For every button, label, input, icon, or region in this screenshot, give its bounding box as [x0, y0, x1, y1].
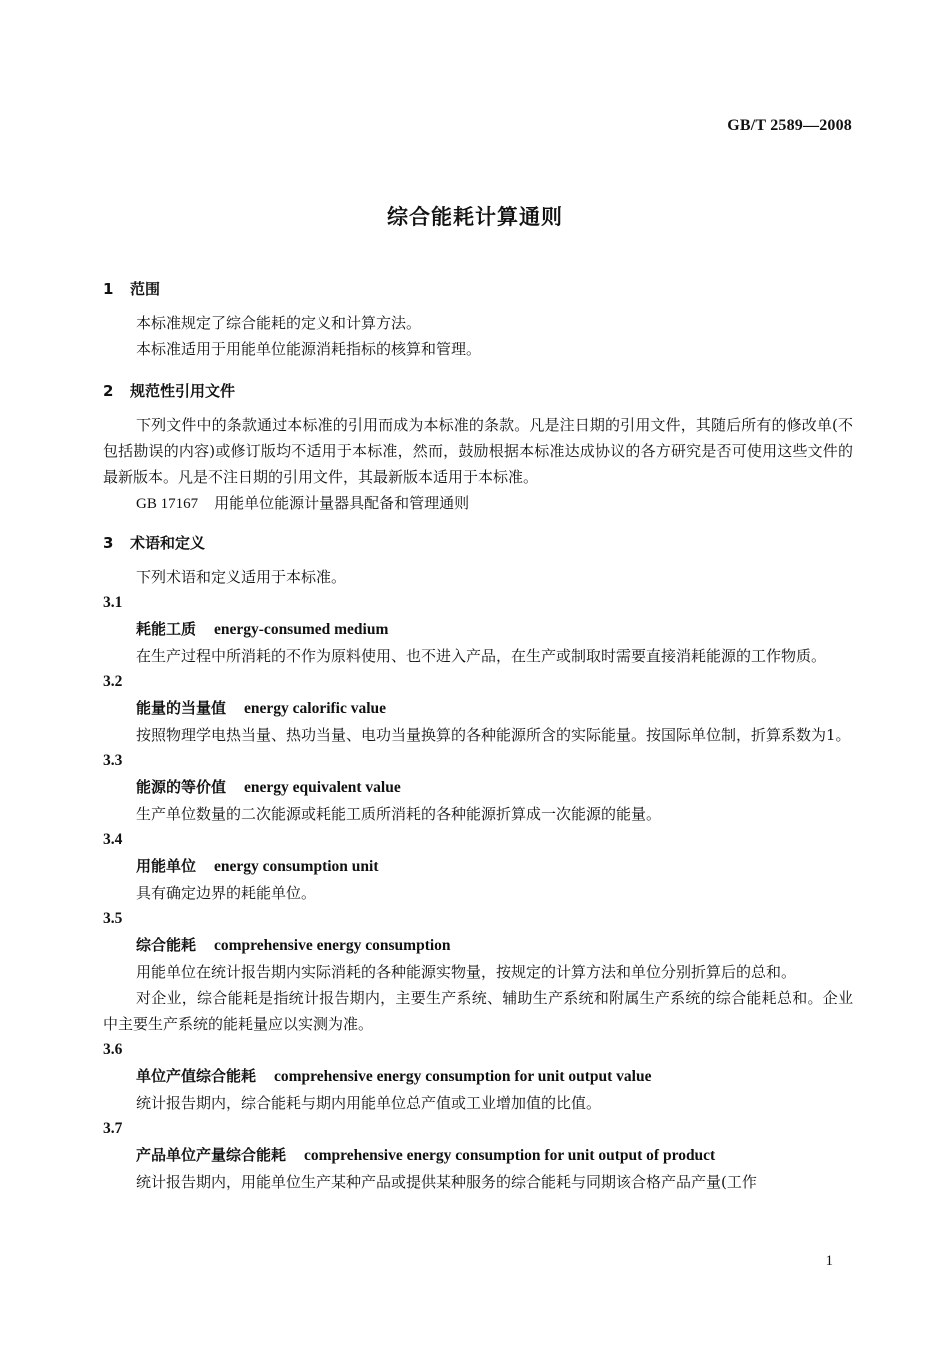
- term-en: energy equivalent value: [244, 779, 401, 796]
- section-number: 2: [103, 382, 114, 400]
- term-heading: [103, 774, 853, 801]
- term-zh: 单位产值综合能耗: [136, 1067, 257, 1085]
- term-definition: 具有确定边界的耗能单位。: [136, 884, 317, 902]
- reference-code: GB 17167: [136, 496, 199, 512]
- term-definition: 对企业，综合能耗是指统计报告期内，主要生产系统、辅助生产系统和附属生产系统的综合能耗总和。企业中主要生产系统的能耗量应以实测为准。: [103, 989, 853, 1033]
- term-definition: 统计报告期内，用能单位生产某种产品或提供某种服务的综合能耗与同期该合格产品产量(工作: [136, 1173, 757, 1191]
- term-zh: 能量的当量值: [136, 699, 227, 717]
- term-zh: 产品单位产量综合能耗: [136, 1146, 287, 1164]
- term-definition: 用能单位在统计报告期内实际消耗的各种能源实物量，按规定的计算方法和单位分别折算后的总和。: [136, 963, 797, 981]
- term-zh: 用能单位: [136, 857, 197, 875]
- standard-code: GB/T 2589—2008: [727, 117, 852, 134]
- term-heading: [103, 695, 853, 722]
- term-number: 3.7: [103, 1120, 123, 1137]
- section-heading: [103, 276, 853, 302]
- term-zh: 综合能耗: [136, 936, 197, 954]
- paragraph: 下列文件中的条款通过本标准的引用而成为本标准的条款。凡是注日期的引用文件，其随后所有的修改单(不包括勘误的内容)或修订版均不适用于本标准，然而，鼓励根据本标准达成协议的各方研究是否可使用这些文件的最新版本。凡是不注日期的引用文件，其最新版本适用于本标准。: [103, 416, 853, 486]
- paragraph: 本标准适用于用能单位能源消耗指标的核算和管理。: [136, 340, 482, 358]
- term-definition: 在生产过程中所消耗的不作为原料使用、也不进入产品，在生产或制取时需要直接消耗能源的工作物质。: [136, 647, 827, 665]
- paragraph: 下列术语和定义适用于本标准。: [136, 568, 347, 586]
- term-en: energy calorific value: [244, 700, 387, 717]
- term-number: 3.4: [103, 831, 123, 848]
- term-definition: 按照物理学电热当量、热功当量、电功当量换算的各种能源所含的实际能量。按国际单位制，折算系数为1。: [136, 726, 851, 744]
- term-en: comprehensive energy consumption for unit output of product: [304, 1147, 716, 1164]
- term-en: energy consumption unit: [214, 858, 379, 875]
- section-heading: [103, 378, 853, 404]
- document-title: 综合能耗计算通则: [387, 205, 563, 229]
- section-title: 规范性引用文件: [130, 382, 236, 400]
- section-normative-references: [103, 378, 853, 517]
- reference-title: 用能单位能源计量器具配备和管理通则: [214, 494, 470, 512]
- page-number: 1: [825, 1253, 833, 1269]
- section-title: 范围: [130, 280, 161, 298]
- term-number: 3.5: [103, 910, 123, 927]
- section-scope: [103, 276, 853, 362]
- term-heading: [103, 616, 853, 643]
- paragraph: 本标准规定了综合能耗的定义和计算方法。: [136, 314, 422, 332]
- section-terms-definitions: [103, 530, 853, 1195]
- term-heading: [103, 853, 853, 880]
- term-heading: [103, 1142, 853, 1169]
- term-en: comprehensive energy consumption: [214, 937, 451, 954]
- term-number: 3.2: [103, 673, 123, 690]
- term-definition: 统计报告期内，综合能耗与期内用能单位总产值或工业增加值的比值。: [136, 1094, 602, 1112]
- section-number: 3: [103, 534, 114, 552]
- term-zh: 能源的等价值: [136, 778, 227, 796]
- term-number: 3.6: [103, 1041, 123, 1058]
- term-heading: [103, 932, 853, 959]
- term-zh: 耗能工质: [136, 620, 197, 638]
- section-heading: [103, 530, 853, 556]
- term-definition: 生产单位数量的二次能源或耗能工质所消耗的各种能源折算成一次能源的能量。: [136, 805, 662, 823]
- term-number: 3.1: [103, 594, 123, 611]
- term-heading: [103, 1063, 853, 1090]
- term-number: 3.3: [103, 752, 123, 769]
- term-en: comprehensive energy consumption for unit output value: [274, 1068, 652, 1085]
- term-en: energy-consumed medium: [214, 621, 389, 638]
- section-number: 1: [103, 280, 114, 298]
- section-title: 术语和定义: [130, 534, 206, 552]
- reference-entry: [103, 490, 853, 517]
